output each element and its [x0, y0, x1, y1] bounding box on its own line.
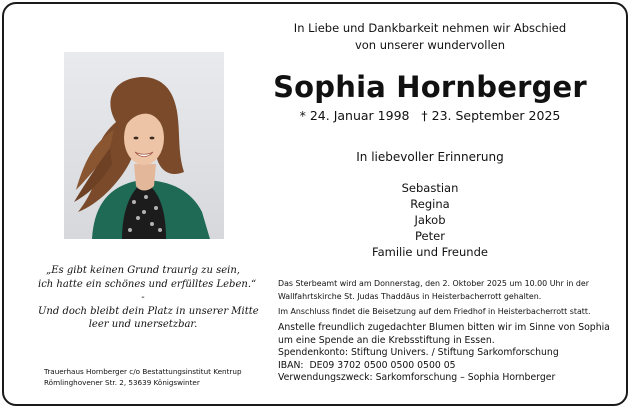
- portrait-image: [64, 52, 224, 239]
- intro-line: In Liebe und Dankbarkeit nehmen wir Abschied: [293, 21, 567, 35]
- family-member: Familie und Freunde: [372, 245, 488, 259]
- quote-line: leer und unersetzbar.: [88, 319, 198, 330]
- quote-separator: -: [141, 292, 145, 303]
- service-line: Wallfahrtskirche St. Judas Thaddäus in Heisterbacherrott gehalten.: [278, 291, 542, 301]
- life-dates: * 24. Januar 1998 † 23. September 2025: [299, 108, 561, 123]
- quote-line: „Es gibt keinen Grund traurig zu sein,: [46, 265, 240, 276]
- family-member: Peter: [415, 229, 445, 243]
- family-member: Regina: [410, 197, 450, 211]
- donation-account: Spendenkonto: Stiftung Univers. / Stiftung Sarkomforschung: [278, 347, 559, 358]
- family-list: [270, 180, 590, 260]
- funeral-home-address: [44, 366, 274, 388]
- intro-line: von unserer wundervollen: [354, 38, 506, 52]
- address-line: Römlinghovener Str. 2, 53639 Königswinter: [44, 378, 200, 387]
- donation-purpose: Verwendungszweck: Sarkomforschung – Sophia Hornberger: [278, 372, 556, 383]
- service-line: Das Sterbeamt wird am Donnerstag, den 2. Oktober 2025 um 10.00 Uhr in der: [278, 279, 590, 288]
- quote-line: ich hatte ein schönes und erfülltes Leben.“: [38, 278, 257, 290]
- donation-info: [278, 322, 618, 385]
- burial-line: Im Anschluss findet die Beisetzung auf dem Friedhof in Heisterbacherrott statt.: [278, 307, 591, 316]
- family-member: Sebastian: [401, 181, 459, 195]
- deceased-name: Sophia Hornberger: [273, 70, 587, 104]
- service-info: [278, 278, 618, 319]
- memorial-quote: [38, 264, 259, 332]
- portrait-photo: [64, 52, 224, 239]
- donation-line: um eine Spende an die Krebsstiftung in Essen.: [278, 334, 495, 346]
- address-line: Trauerhaus Hornberger c/o Bestattungsinstitut Kentrup: [44, 367, 242, 376]
- donation-line: Anstelle freundlich zugedachter Blumen bitten wir im Sinne von Sophia: [278, 322, 610, 333]
- donation-iban: IBAN: DE09 3702 0500 0500 0500 05: [278, 359, 456, 371]
- intro-text: [260, 20, 600, 54]
- memory-line: In liebevoller Erinnerung: [356, 150, 504, 164]
- quote-line: Und doch bleibt dein Platz in unserer Mitte: [38, 305, 259, 317]
- family-member: Jakob: [414, 213, 446, 227]
